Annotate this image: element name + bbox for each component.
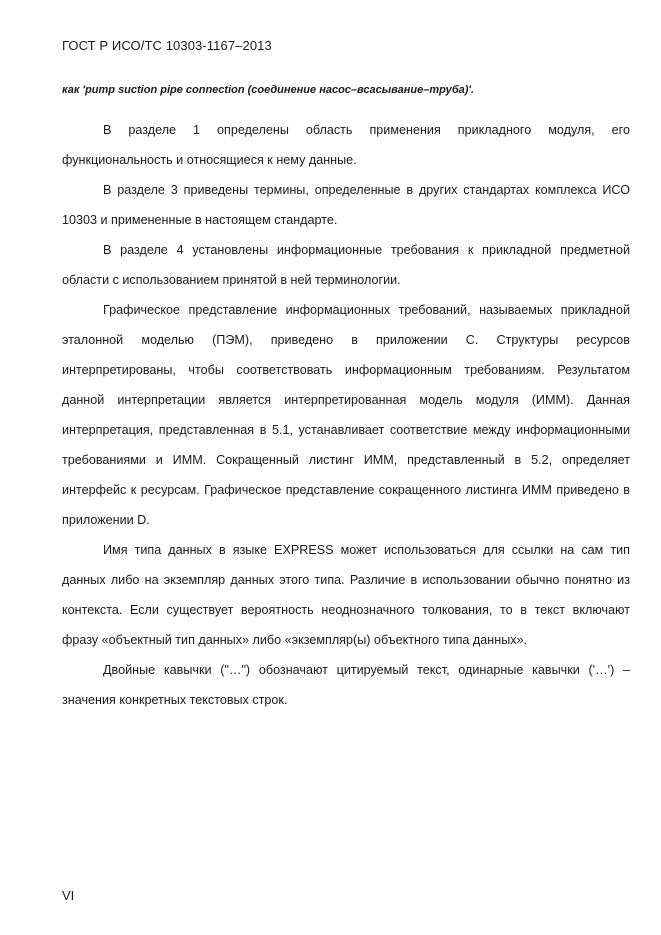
page-number: VI: [62, 888, 75, 903]
paragraph: В разделе 4 установлены информационные требования к прикладной предметной области с использованием принятой в ней терминологии.: [62, 243, 630, 287]
body-text: [62, 115, 630, 715]
paragraph: В разделе 3 приведены термины, определенные в других стандартах комплекса ИСО 10303 и примененные в настоящем стандарте.: [62, 183, 630, 227]
paragraph: В разделе 1 определены область применения прикладного модуля, его функциональность и относящиеся к нему данные.: [62, 123, 630, 167]
continuation-note: как 'pump suction pipe connection (соединение насос–всасывание–труба)'.: [62, 84, 475, 96]
paragraph: Двойные кавычки ("…") обозначают цитируемый текст, одинарные кавычки ('…') – значения конкретных текстовых строк.: [62, 663, 630, 707]
page-header-standard-title: ГОСТ Р ИСО/ТС 10303-1167–2013: [62, 38, 272, 53]
paragraph: Имя типа данных в языке EXPRESS может использоваться для ссылки на сам тип данных либо на экземпляр данных этого типа. Различие в использовании обычно понятно из контекста. Если существует вероятность неоднозначного толкования, то в текст включают фразу «объектный тип данных» либо «экземпляр(ы) объектного типа данных».: [62, 543, 630, 647]
paragraph: Графическое представление информационных требований, называемых прикладной эталонной моделью (ПЭМ), приведено в приложении С. Структуры ресурсов интерпретированы, чтобы соответствовать информационным требованиям. Результатом данной интерпретации является интерпретированная модель модуля (ИММ). Данная интерпретация, представленная в 5.1, устанавливает соответствие между информационными требованиями и ИММ. Сокращенный листинг ИММ, представленный в 5.2, определяет интерфейс к ресурсам. Графическое представление сокращенного листинга ИММ приведено в приложении D.: [62, 303, 630, 527]
